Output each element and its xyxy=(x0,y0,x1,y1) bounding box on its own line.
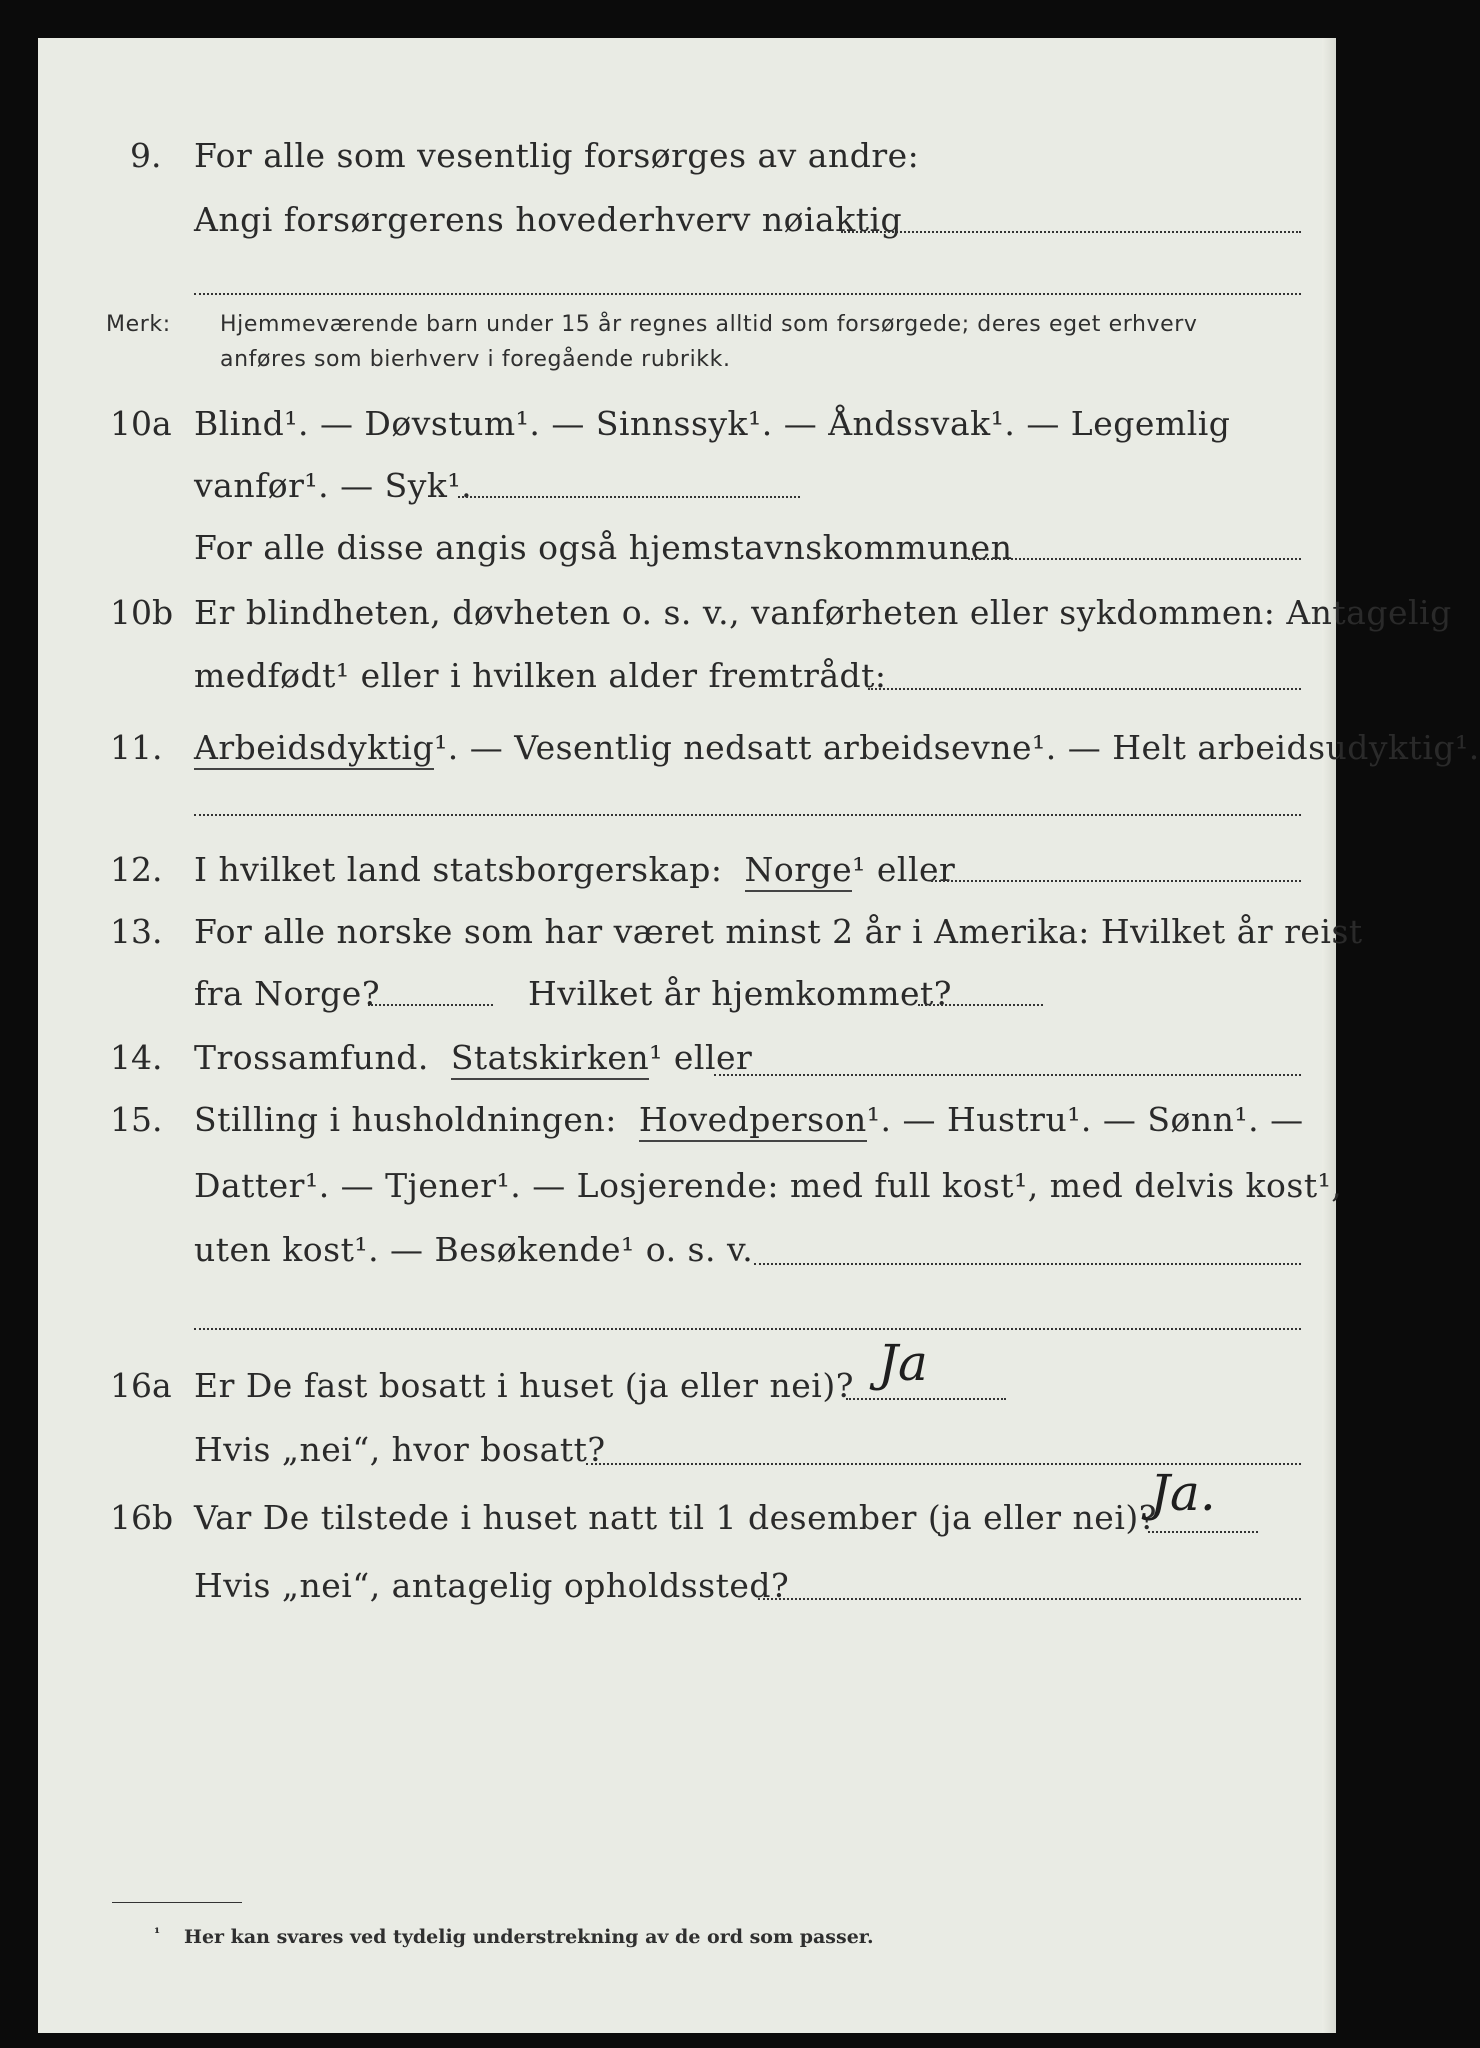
q16b-handwritten-answer[interactable]: Ja. xyxy=(1150,1464,1216,1522)
q12-underlined-choice[interactable]: Norge xyxy=(745,850,853,892)
q13-number: 13. xyxy=(110,912,163,951)
q9-text-line2: Angi forsørgerens hovederhverv nøiaktig xyxy=(194,200,903,239)
merk-text: Hjemmeværende barn under 15 år regnes alltid som forsørgede; deres eget erhverv xyxy=(220,312,1198,337)
q15-text: Stilling i husholdningen: Hovedperson¹. — Hustru¹. — Sønn¹. — xyxy=(194,1100,1304,1139)
census-form-page xyxy=(38,38,1480,2033)
q15-underlined-choice[interactable]: Hovedperson xyxy=(639,1100,867,1142)
q10a-hjemstavn-line[interactable] xyxy=(968,558,1301,560)
q16a-number: 16a xyxy=(110,1366,172,1405)
q16b-opholdssted-line[interactable] xyxy=(758,1598,1301,1600)
q10b-answer-line[interactable] xyxy=(868,688,1301,690)
q9-answer-line[interactable] xyxy=(841,231,1301,233)
q13-reist-label: fra Norge? xyxy=(194,974,381,1013)
q10a-number: 10a xyxy=(110,404,172,443)
q10a-text-line3: For alle disse angis også hjemstavnskommunen xyxy=(194,528,1013,567)
q12-answer-line[interactable] xyxy=(931,880,1301,882)
q14-number: 14. xyxy=(110,1038,163,1077)
q14-text: Trossamfund. Statskirken¹ eller xyxy=(194,1038,752,1077)
q10a-text-line2: vanfør¹. — Syk¹. xyxy=(194,466,473,505)
q15-answer-line-2[interactable] xyxy=(194,1328,1301,1330)
q11-number: 11. xyxy=(110,728,163,767)
footnote-mark: ¹ xyxy=(154,1926,161,1942)
q16b-number: 16b xyxy=(110,1498,174,1537)
q14-answer-line[interactable] xyxy=(714,1074,1301,1076)
q11-answer-line[interactable] xyxy=(194,814,1301,816)
q16a-handwritten-answer[interactable]: Ja xyxy=(878,1334,928,1392)
q15-text-line2: Datter¹. — Tjener¹. — Losjerende: med full kost¹, med delvis kost¹, xyxy=(194,1166,1343,1205)
q16b-answer-line[interactable] xyxy=(1148,1531,1258,1533)
q16b-text: Var De tilstede i huset natt til 1 desember (ja eller nei)? xyxy=(194,1498,1157,1537)
q10b-text: Er blindheten, døvheten o. s. v., vanførheten eller sykdommen: Antagelig xyxy=(194,593,1452,632)
q13-hjemkommet-line[interactable] xyxy=(918,1004,1043,1006)
q15-text-line3: uten kost¹. — Besøkende¹ o. s. v. xyxy=(194,1230,754,1269)
q9-number: 9. xyxy=(130,136,162,175)
q16a-answer-line[interactable] xyxy=(846,1398,1006,1400)
q11-underlined-choice[interactable]: Arbeidsdyktig xyxy=(194,728,434,770)
q9-answer-line-2[interactable] xyxy=(194,293,1301,295)
q10b-number: 10b xyxy=(110,593,174,632)
q13-text: For alle norske som har været minst 2 år i Amerika: Hvilket år reist xyxy=(194,912,1363,951)
merk-text-line2: anføres som bierhverv i foregående rubrikk. xyxy=(220,347,731,372)
q14-underlined-choice[interactable]: Statskirken xyxy=(451,1038,649,1080)
footnote-text: Her kan svares ved tydelig understrekning av de ord som passer. xyxy=(184,1926,874,1948)
footnote-divider xyxy=(112,1902,242,1903)
q15-number: 15. xyxy=(110,1100,163,1139)
q15-answer-line[interactable] xyxy=(754,1263,1301,1265)
q10a-answer-line[interactable] xyxy=(458,496,800,498)
q16b-text-line2: Hvis „nei“, antagelig opholdssted? xyxy=(194,1566,790,1605)
q10b-text-line2: medfødt¹ eller i hvilken alder fremtrådt: xyxy=(194,656,887,695)
page-edge xyxy=(1322,38,1336,2033)
q12-number: 12. xyxy=(110,850,163,889)
q13-reist-line[interactable] xyxy=(368,1004,493,1006)
q9-text: For alle som vesentlig forsørges av andre: xyxy=(194,136,920,175)
q11-text: Arbeidsdyktig¹. — Vesentlig nedsatt arbeidsevne¹. — Helt arbeidsudyktig¹. xyxy=(194,728,1480,767)
merk-label: Merk: xyxy=(106,312,171,337)
q12-text: I hvilket land statsborgerskap: Norge¹ eller xyxy=(194,850,955,889)
q16a-text-line2: Hvis „nei“, hvor bosatt? xyxy=(194,1430,606,1469)
q10a-text: Blind¹. — Døvstum¹. — Sinnssyk¹. — Åndssvak¹. — Legemlig xyxy=(194,404,1231,443)
q16a-text: Er De fast bosatt i huset (ja eller nei)? xyxy=(194,1366,854,1405)
q13-hjemkommet-label: Hvilket år hjemkommet? xyxy=(528,974,952,1013)
